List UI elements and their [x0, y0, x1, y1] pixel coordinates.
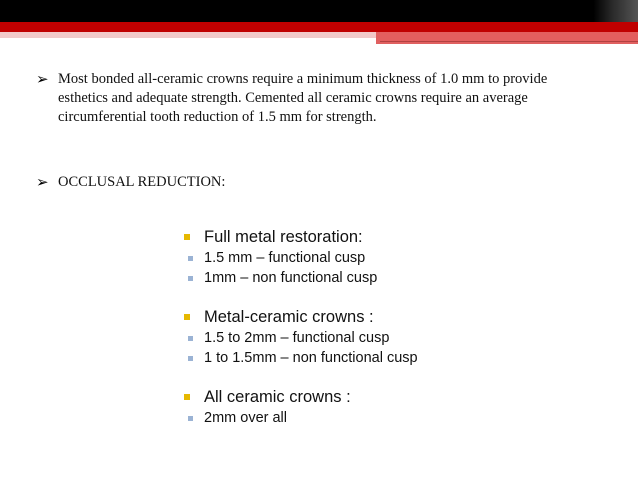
square-bullet-icon — [188, 336, 193, 341]
header-black-bar — [0, 0, 638, 22]
paragraph-occlusal-text: OCCLUSAL REDUCTION: — [58, 174, 226, 190]
list-item — [180, 348, 580, 368]
square-bullet-icon — [188, 276, 193, 281]
header-red-bar — [0, 22, 638, 32]
arrow-bullet-icon: ➢ — [36, 173, 49, 191]
group-heading — [180, 226, 580, 248]
list-item-text: 1mm – non functional cusp — [204, 270, 378, 286]
group-full-metal — [180, 226, 580, 288]
list-item-text: 1 to 1.5mm – non functional cusp — [204, 350, 418, 366]
group-metal-ceramic — [180, 306, 580, 368]
header-red-accent-inner — [380, 32, 638, 42]
group-heading — [180, 386, 580, 408]
group-all-ceramic — [180, 386, 580, 428]
group-heading — [180, 306, 580, 328]
square-bullet-icon — [184, 234, 190, 240]
header-pink-stripe — [0, 32, 376, 38]
square-bullet-icon — [188, 256, 193, 261]
list-item-text: 1.5 mm – functional cusp — [204, 250, 366, 266]
list-item — [180, 248, 580, 268]
group-heading-text: Full metal restoration: — [204, 228, 363, 246]
square-bullet-icon — [184, 394, 190, 400]
list-item-text: 1.5 to 2mm – functional cusp — [204, 330, 390, 346]
group-heading-text: All ceramic crowns : — [204, 388, 351, 406]
square-bullet-icon — [184, 314, 190, 320]
square-bullet-icon — [188, 356, 193, 361]
square-bullet-icon — [188, 416, 193, 421]
list-item-text: 2mm over all — [204, 410, 287, 426]
list-item — [180, 328, 580, 348]
group-heading-text: Metal-ceramic crowns : — [204, 308, 374, 326]
arrow-bullet-icon: ➢ — [36, 70, 49, 88]
list-item — [180, 268, 580, 288]
list-item — [180, 408, 580, 428]
paragraph-thickness-text: Most bonded all-ceramic crowns require a minimum thickness of 1.0 mm to provide esthetics and adequate strength. Cemented all ceramic crowns require an average circumferential tooth reduction of 1.5 mm for strength. — [58, 71, 548, 125]
paragraph-thickness — [36, 70, 596, 127]
paragraph-occlusal — [36, 173, 336, 192]
